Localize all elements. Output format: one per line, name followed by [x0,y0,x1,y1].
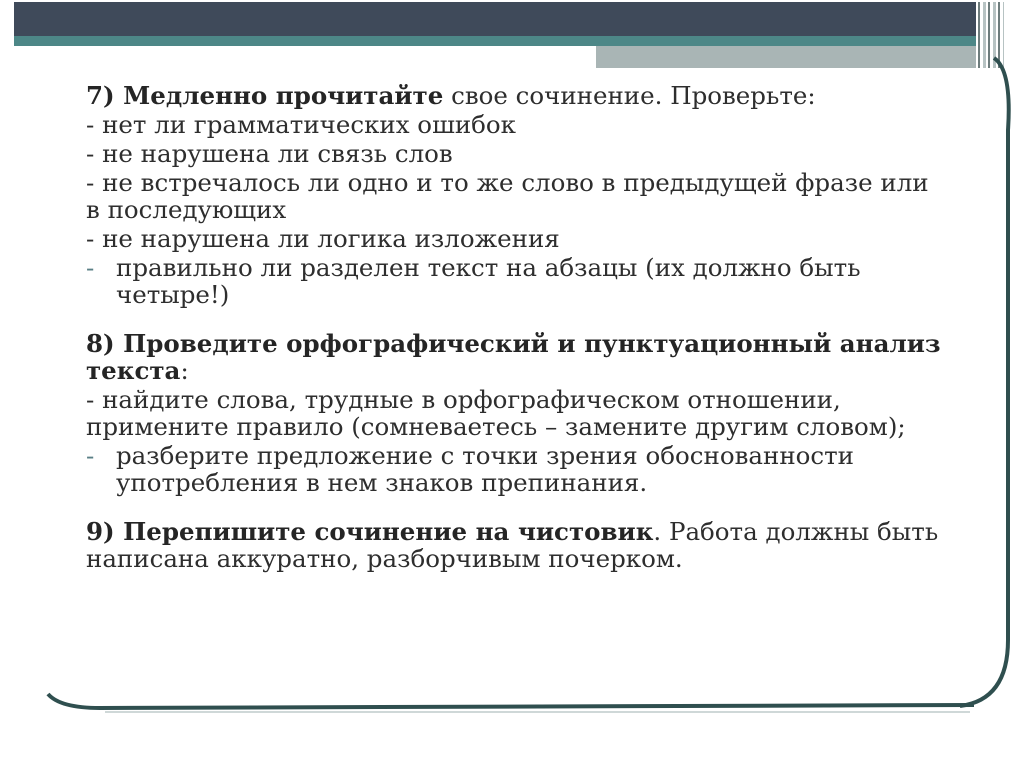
section8-bullet-text: разберите предложение с точки зрения обоснованности употребления в нем знаков препинания. [116,441,855,497]
header-bar-grey [596,46,976,68]
section7-heading [86,82,946,109]
section8-heading-bold: 8) Проведите орфографический и пунктуационный анализ текста [86,329,941,385]
section7-item: - не нарушена ли логика изложения [86,224,560,253]
bullet-dash: - [86,253,95,282]
section8-heading [86,330,946,384]
header-stripes-decoration [978,2,1004,68]
section9-heading-bold: 9) Перепишите сочинение на чистовик [86,517,654,546]
section8-heading-rest: : [180,356,189,385]
section7-item: - не встречалось ли одно и то же слово в предыдущей фразе или в последующих [86,168,929,224]
header-bar-teal [14,36,976,46]
section8-bullet [86,442,946,496]
section7-heading-rest: свое сочинение. Проверьте: [443,81,816,110]
section8-item: - найдите слова, трудные в орфографическом отношении, примените правило (сомневаетесь – замените другим словом); [86,385,906,441]
section7-item: - не нарушена ли связь слов [86,139,453,168]
header-bar-dark [14,2,976,36]
section9-paragraph [86,518,946,572]
section9-heading-rest: . Работа должны быть написана аккуратно, разборчивым почерком. [86,517,939,573]
section7-bullet-text: правильно ли разделен текст на абзацы (их должно быть четыре!) [116,253,861,309]
frame-bottom-line [48,694,974,708]
bullet-dash: - [86,441,95,470]
slide-content [86,82,946,574]
section7-item: - нет ли грамматических ошибок [86,110,516,139]
section7-heading-bold: 7) Медленно прочитайте [86,81,444,110]
section7-bullet [86,254,946,308]
frame-right-curve [960,58,1009,706]
